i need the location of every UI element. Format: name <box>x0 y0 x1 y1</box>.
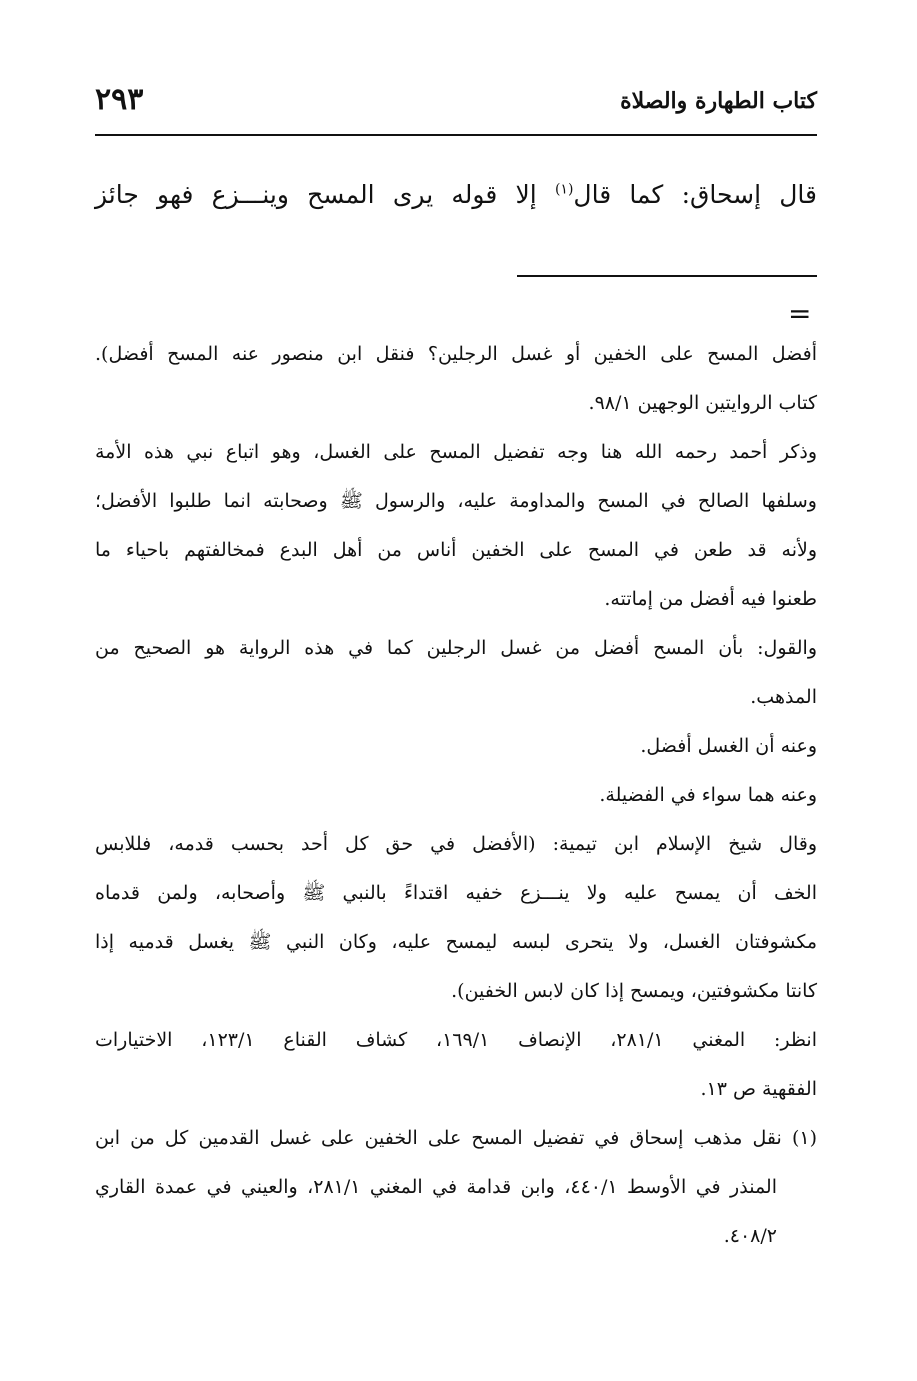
header-rule <box>95 134 817 136</box>
note-line: مكشوفتان الغسل، ولا يتحرى لبسه ليمسح عليه، وكان النبي ﷺ يغسل قدميه إذا <box>95 931 817 953</box>
note-line: وعنه أن الغسل أفضل. <box>640 735 817 757</box>
footnote-line: ٤٠٨/٢. <box>723 1225 777 1247</box>
note-line: ولأنه قد طعن في المسح على الخفين أناس من أهل البدع فمخالفتهم باحياء ما <box>95 539 817 561</box>
note-line: وقال شيخ الإسلام ابن تيمية: (الأفضل في حق كل أحد بحسب قدمه، فللابس <box>95 833 817 855</box>
continuation-mark: = <box>788 297 812 330</box>
note-line: وذكر أحمد رحمه الله هنا وجه تفضيل المسح على الغسل، وهو اتباع نبي هذه الأمة <box>95 441 817 463</box>
note-line: انظر: المغني ٢٨١/١، الإنصاف ١٦٩/١، كشاف القناع ١٢٣/١، الاختيارات <box>95 1029 818 1051</box>
note-reference: (١) <box>554 181 574 198</box>
note-line: الخف أن يمسح عليه ولا ينـــزع خفيه اقتداءً بالنبي ﷺ وأصحابه، ولمن قدماه <box>95 882 817 904</box>
footnote-separator <box>517 275 817 277</box>
note-line: وعنه هما سواء في الفضيلة. <box>599 784 817 806</box>
main-text <box>95 180 817 209</box>
footnote-number: (١) <box>791 1127 817 1149</box>
note-line: طعنوا فيه أفضل من إماتته. <box>604 588 817 610</box>
note-line: كانتا مكشوفتين، ويمسح إذا كان لابس الخفين). <box>451 980 817 1002</box>
main-text-start: قال إسحاق: كما قال <box>573 180 817 209</box>
footnote-line <box>95 1114 817 1163</box>
footnote-line: المنذر في الأوسط ٤٤٠/١، وابن قدامة في المغني ٢٨١/١، والعيني في عمدة القاري <box>95 1176 777 1198</box>
note-line: الفقهية ص ١٣. <box>700 1078 817 1100</box>
note-line: أفضل المسح على الخفين أو غسل الرجلين؟ فنقل ابن منصور عنه المسح أفضل). <box>95 343 817 365</box>
note-line: وسلفها الصالح في المسح والمداومة عليه، والرسول ﷺ وصحابته انما طلبوا الأفضل؛ <box>95 490 817 512</box>
footnote-text: نقل مذهب إسحاق في تفضيل المسح على الخفين على غسل القدمين كل من ابن <box>95 1127 782 1149</box>
footnotes-area <box>95 330 817 1261</box>
note-line: كتاب الروايتين الوجهين ٩٨/١. <box>588 392 817 414</box>
page-number: ٢٩٣ <box>95 82 144 117</box>
main-text-end: إلا قوله يرى المسح وينـــزع فهو جائز <box>95 180 555 209</box>
note-line: والقول: بأن المسح أفضل من غسل الرجلين كما في هذه الرواية هو الصحيح من <box>95 637 817 659</box>
header-title: كتاب الطهارة والصلاة <box>620 88 817 114</box>
running-header <box>95 82 817 132</box>
note-line: المذهب. <box>750 686 817 708</box>
